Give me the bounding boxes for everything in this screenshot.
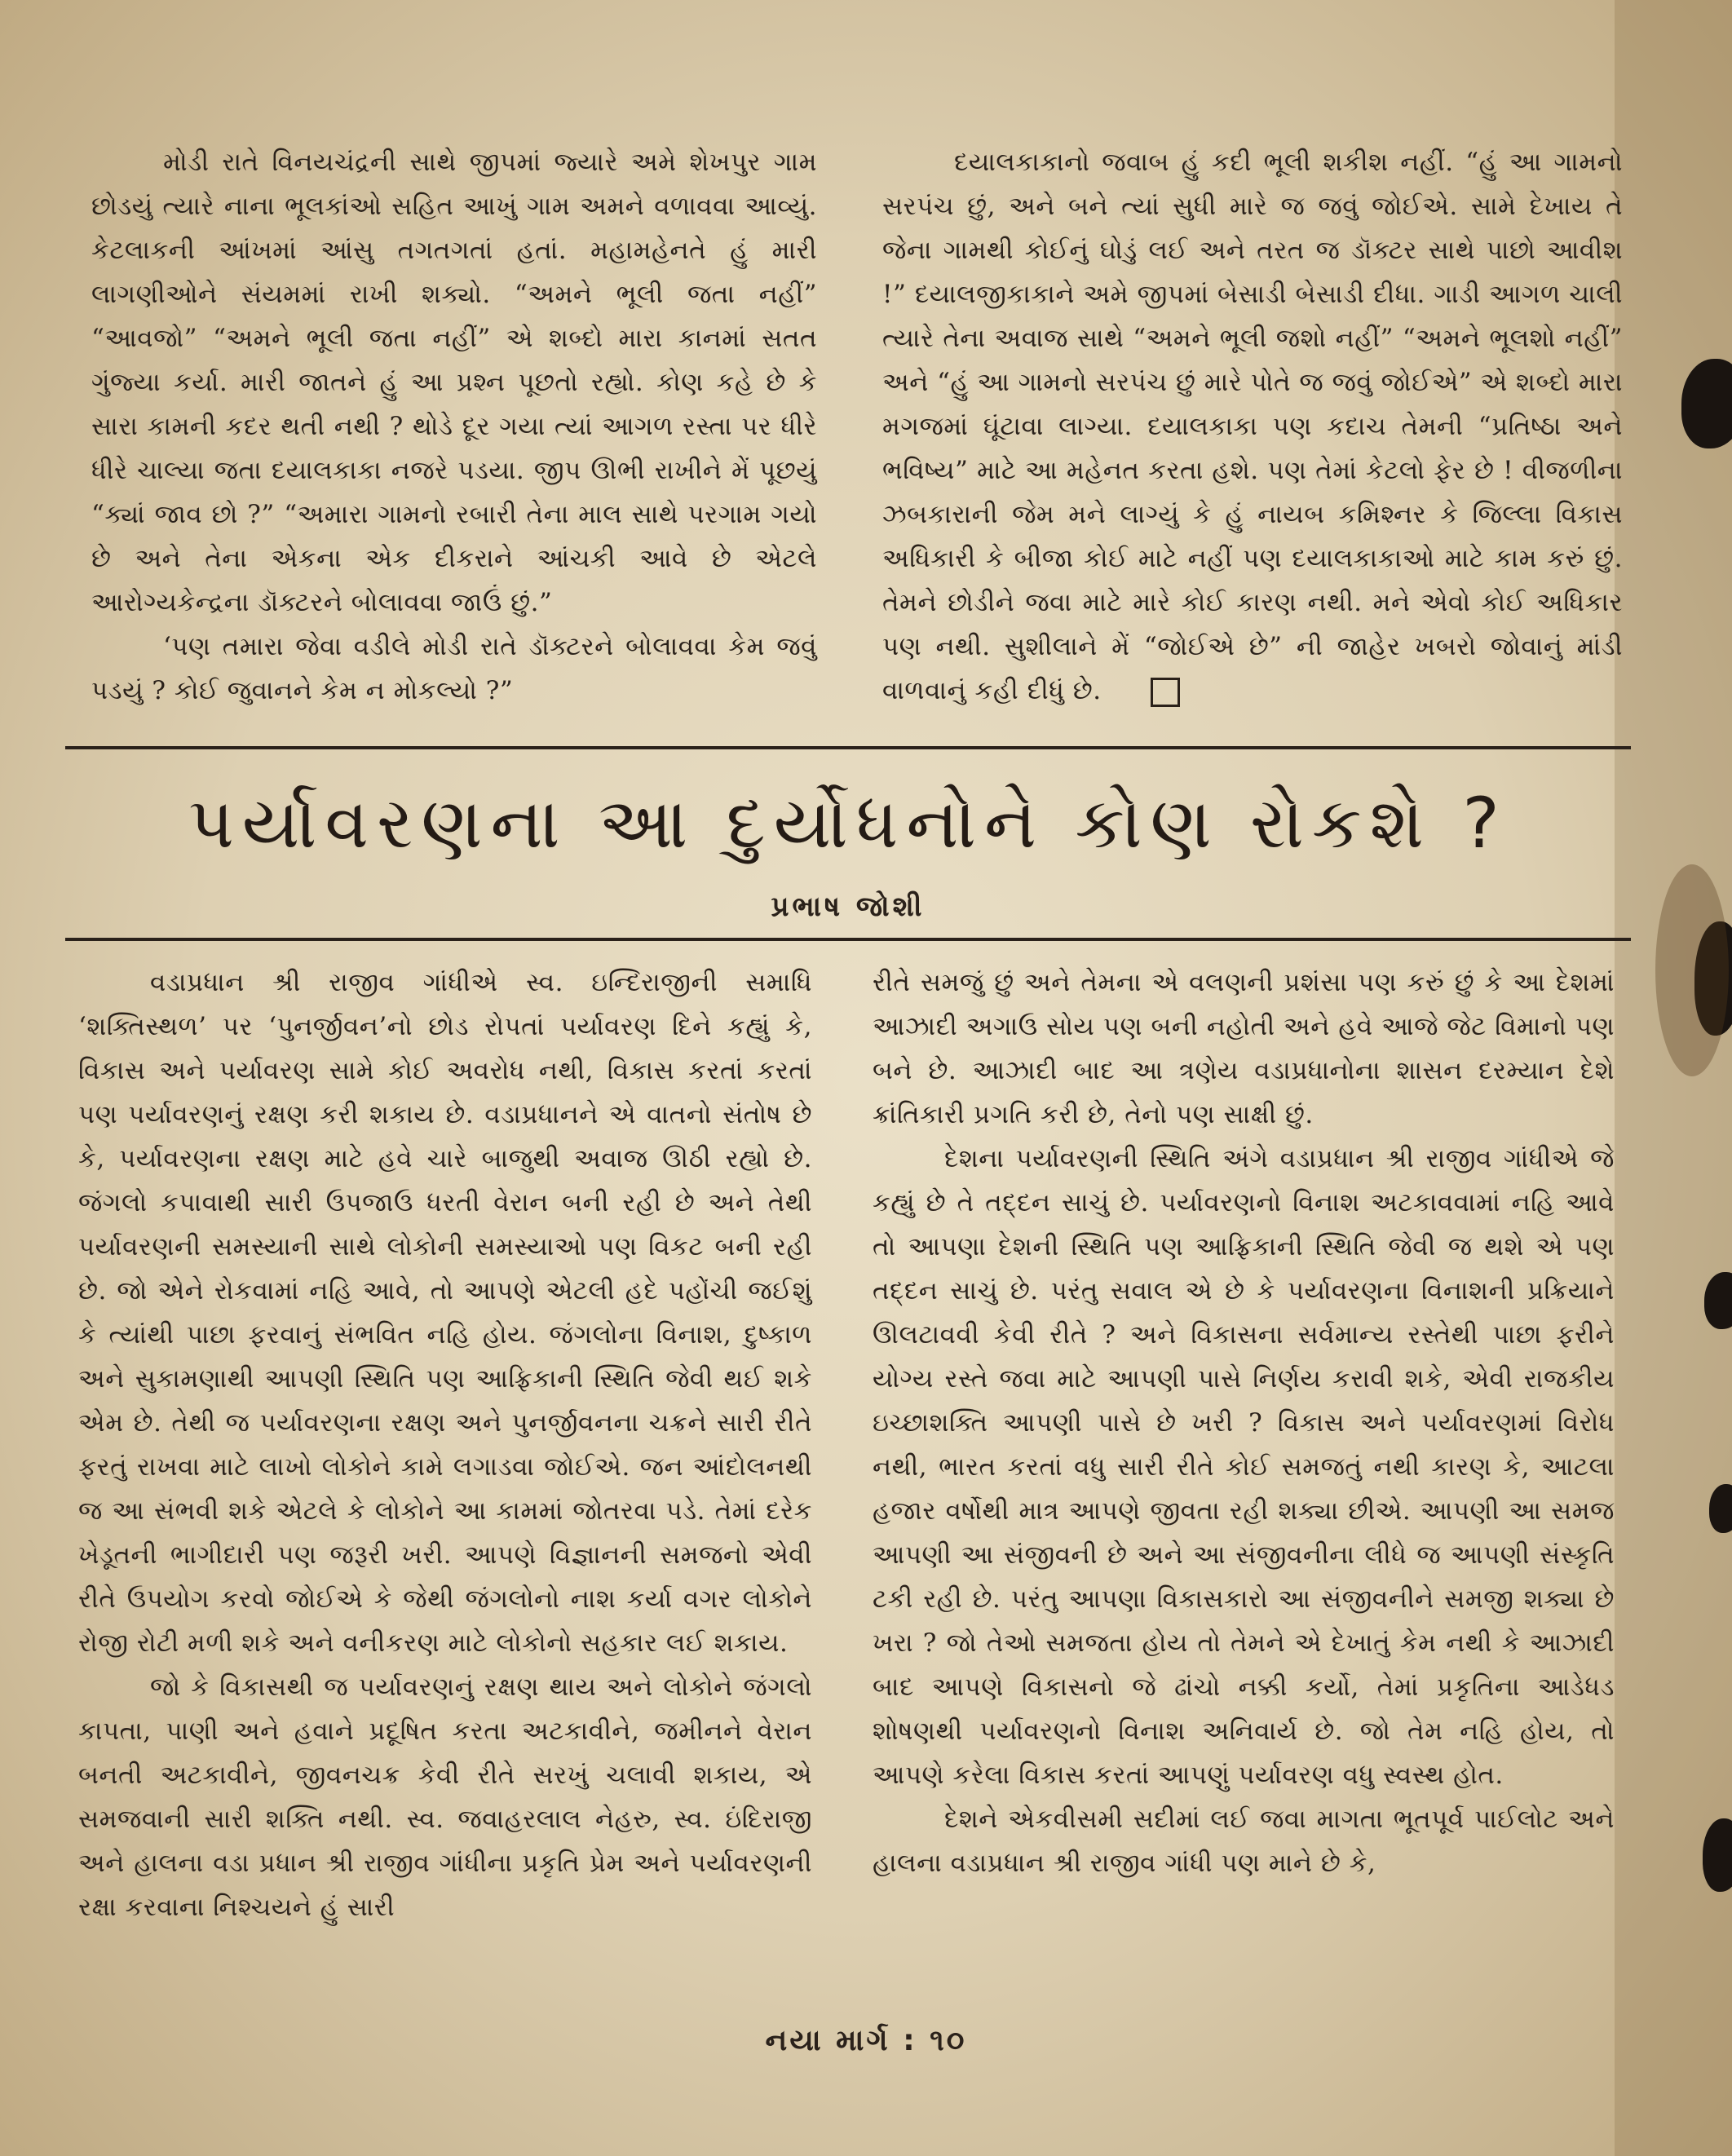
paragraph: દેશને એકવીસમી સદીમાં લઈ જવા માગતા ભૂતપૂર્વ પાઈલોટ અને હાલના વડાપ્રધાન શ્રી રાજીવ ગાંધી પણ માને છે કે, xyxy=(873,1805,1615,1878)
article-headline: પર્યાવરણના આ દુર્યોધનોને કોણ રોકશે ? xyxy=(188,783,1508,864)
article-byline: પ્રભાષ જોશી xyxy=(771,890,926,923)
headline-divider xyxy=(65,938,1631,941)
page-footer: નયા માર્ગ : ૧૦ xyxy=(765,2024,967,2057)
section-divider xyxy=(65,746,1631,749)
end-of-article-box-icon xyxy=(1151,678,1180,707)
paragraph: ‘પણ તમારા જેવા વડીલે મોડી રાતે ડૉક્ટરને બોલાવવા કેમ જવું પડયું ? કોઈ જુવાનને કેમ ન મોકલ્યો ?” xyxy=(91,632,817,705)
article-right-column xyxy=(873,961,1615,1885)
previous-article-right-column xyxy=(882,140,1623,713)
paragraph: દેશના પર્યાવરણની સ્થિતિ અંગે વડાપ્રધાન શ્રી રાજીવ ગાંધીએ જે કહ્યું છે તે તદ્દન સાચું છે. પર્યાવરણનો વિનાશ અટકાવવામાં નહિ આવે તો આપણા દેશની સ્થિતિ પણ આફ્રિકાની સ્થિતિ જેવી જ થશે એ પણ તદ્દન સાચું છે. પરંતુ સવાલ એ છે કે પર્યાવરણના વિનાશની પ્રક્રિયાને ઊલટાવવી કેવી રીતે ? અને વિકાસના સર્વમાન્ય રસ્તેથી પાછા ફરીને યોગ્ય રસ્તે જવા માટે આપણી પાસે નિર્ણય કરાવી શકે, એવી રાજકીય ઇચ્છાશક્તિ આપણી પાસે છે ખરી ? વિકાસ અને પર્યાવરણમાં વિરોધ નથી, ભારત કરતાં વધુ સારી રીતે કોઈ સમજતું નથી કારણ કે, આટલા હજાર વર્ષોથી માત્ર આપણે જીવતા રહી શક્યા છીએ. આપણી આ સમજ આપણી આ સંજીવની છે અને આ સંજીવનીના લીધે જ આપણી સંસ્કૃતિ ટકી રહી છે. પરંતુ આપણા વિકાસકારો આ સંજીવનીને સમજી શક્યા છે ખરા ? જો તેઓ સમજતા હોય તો તેમને એ દેખાતું કેમ નથી કે આઝાદી બાદ આપણે વિકાસનો જે ઢાંચો નક્કી કર્યો, તેમાં પ્રકૃતિના આડેધડ શોષણથી પર્યાવરણનો વિનાશ અનિવાર્ય છે. જો તેમ નહિ હોય, તો આપણે કરેલા વિકાસ કરતાં આપણું પર્યાવરણ વધુ સ્વસ્થ હોત. xyxy=(873,1144,1615,1790)
previous-article-left-column xyxy=(91,140,817,713)
burn-mark xyxy=(1709,1484,1732,1533)
paragraph: રીતે સમજું છું અને તેમના એ વલણની પ્રશંસા પણ કરું છું કે આ દેશમાં આઝાદી અગાઉ સોય પણ બની નહોતી અને હવે આજે જેટ વિમાનો પણ બને છે. આઝાદી બાદ આ ત્રણેય વડાપ્રધાનોના શાસન દરમ્યાન દેશે ક્રાંતિકારી પ્રગતિ કરી છે, તેનો પણ સાક્ષી છું. xyxy=(873,968,1615,1129)
paragraph-text: દયાલકાકાનો જવાબ હું કદી ભૂલી શકીશ નહીં. “હું આ ગામનો સરપંચ છું, અને બને ત્યાં સુધી મારે જ જવું જોઈએ. સામે દેખાય તે જેના ગામથી કોઈનું ઘોડું લઈ અને તરત જ ડૉક્ટર સાથે પાછો આવીશ !” દયાલજીકાકાને અમે જીપમાં બેસાડી બેસાડી દીધા. ગાડી આગળ ચાલી ત્યારે તેના અવાજ સાથે “અમને ભૂલી જશો નહીં” “અમને ભૂલશો નહીં” અને “હું આ ગામનો સરપંચ છું મારે પોતે જ જવું જોઈએ” એ શબ્દો મારા મગજમાં ઘૂંટાવા લાગ્યા. દયાલકાકા પણ કદાચ તેમની “પ્રતિષ્ઠા અને ભવિષ્ય” માટે આ મહેનત કરતા હશે. પણ તેમાં કેટલો ફેર છે ! વીજળીના ઝબકારાની જેમ મને લાગ્યું કે હું નાયબ કમિશ્નર કે જિલ્લા વિકાસ અધિકારી કે બીજા કોઈ માટે નહીં પણ દયાલકાકાઓ માટે કામ કરું છું. તેમને છોડીને જવા માટે મારે કોઈ કારણ નથી. મને એવો કોઈ અધિકાર પણ નથી. સુશીલાને મેં “જોઈએ છે” ની જાહેર ખબરો જોવાનું માંડી વાળવાનું કહી દીધું છે. xyxy=(882,148,1623,705)
paragraph: જો કે વિકાસથી જ પર્યાવરણનું રક્ષણ થાય અને લોકોને જંગલો કાપતા, પાણી અને હવાને પ્રદૂષિત કરતા અટકાવીને, જમીનને વેરાન બનતી અટકાવીને, જીવનચક્ર કેવી રીતે સરખું ચલાવી શકાય, એ સમજવાની સારી શક્તિ નથી. સ્વ. જવાહરલાલ નેહરુ, સ્વ. ઇંદિરાજી અને હાલના વડા પ્રધાન શ્રી રાજીવ ગાંધીના પ્રકૃતિ પ્રેમ અને પર્યાવરણની રક્ષા કરવાના નિશ્ચયને હું સારી xyxy=(78,1672,812,1922)
paragraph xyxy=(882,140,1623,713)
paper-stain xyxy=(1655,864,1729,1076)
paragraph: વડાપ્રધાન શ્રી રાજીવ ગાંધીએ સ્વ. ઇન્દિરાજીની સમાધિ ‘શક્તિસ્થળ’ પર ‘પુનર્જીવન’નો છોડ રોપતાં પર્યાવરણ દિને કહ્યું કે, વિકાસ અને પર્યાવરણ સામે કોઈ અવરોધ નથી, વિકાસ કરતાં કરતાં પણ પર્યાવરણનું રક્ષણ કરી શકાય છે. વડાપ્રધાનને એ વાતનો સંતોષ છે કે, પર્યાવરણના રક્ષણ માટે હવે ચારે બાજુથી અવાજ ઊઠી રહ્યો છે. જંગલો કપાવાથી સારી ઉપજાઉ ધરતી વેરાન બની રહી છે અને તેથી પર્યાવરણની સમસ્યાની સાથે લોકોની સમસ્યાઓ પણ વિકટ બની રહી છે. જો એને રોકવામાં નહિ આવે, તો આપણે એટલી હદે પહોંચી જઈશું કે ત્યાંથી પાછા ફરવાનું સંભવિત નહિ હોય. જંગલોના વિનાશ, દુષ્કાળ અને સુકામણાથી આપણી સ્થિતિ પણ આફ્રિકાની સ્થિતિ જેવી થઈ શકે એમ છે. તેથી જ પર્યાવરણના રક્ષણ અને પુનર્જીવનના ચક્રને સારી રીતે ફરતું રાખવા માટે લાખો લોકોને કામે લગાડવા જોઈએ. જન આંદોલનથી જ આ સંભવી શકે એટલે કે લોકોને આ કામમાં જોતરવા પડે. તેમાં દરેક ખેડૂતની ભાગીદારી પણ જરૂરી ખરી. આપણે વિજ્ઞાનની સમજનો એવી રીતે ઉપયોગ કરવો જોઈએ કે જેથી જંગલોનો નાશ કર્યા વગર લોકોને રોજી રોટી મળી શકે અને વનીકરણ માટે લોકોનો સહકાર લઈ શકાય. xyxy=(78,968,812,1658)
paragraph: મોડી રાતે વિનયચંદ્રની સાથે જીપમાં જ્યારે અમે શેખપુર ગામ છોડયું ત્યારે નાના ભૂલકાંઓ સહિત આખું ગામ અમને વળાવવા આવ્યું. કેટલાકની આંખમાં આંસુ તગતગતાં હતાં. મહામહેનતે હું મારી લાગણીઓને સંયમમાં રાખી શક્યો. “અમને ભૂલી જતા નહીં” “આવજો” “અમને ભૂલી જતા નહીં” એ શબ્દો મારા કાનમાં સતત ગુંજ્યા કર્યા. મારી જાતને હું આ પ્રશ્ન પૂછતો રહ્યો. કોણ કહે છે કે સારા કામની કદર થતી નથી ? થોડે દૂર ગયા ત્યાં આગળ રસ્તા પર ધીરે ધીરે ચાલ્યા જતા દયાલકાકા નજરે પડયા. જીપ ઊભી રાખીને મેં પૂછયું “ક્યાં જાવ છો ?” “અમારા ગામનો રબારી તેના માલ સાથે પરગામ ગયો છે અને તેના એકના એક દીકરાને આંચકી આવે છે એટલે આરોગ્યકેન્દ્રના ડૉક્ટરને બોલાવવા જાઉં છું.” xyxy=(91,148,817,617)
article-left-column xyxy=(78,961,812,1929)
